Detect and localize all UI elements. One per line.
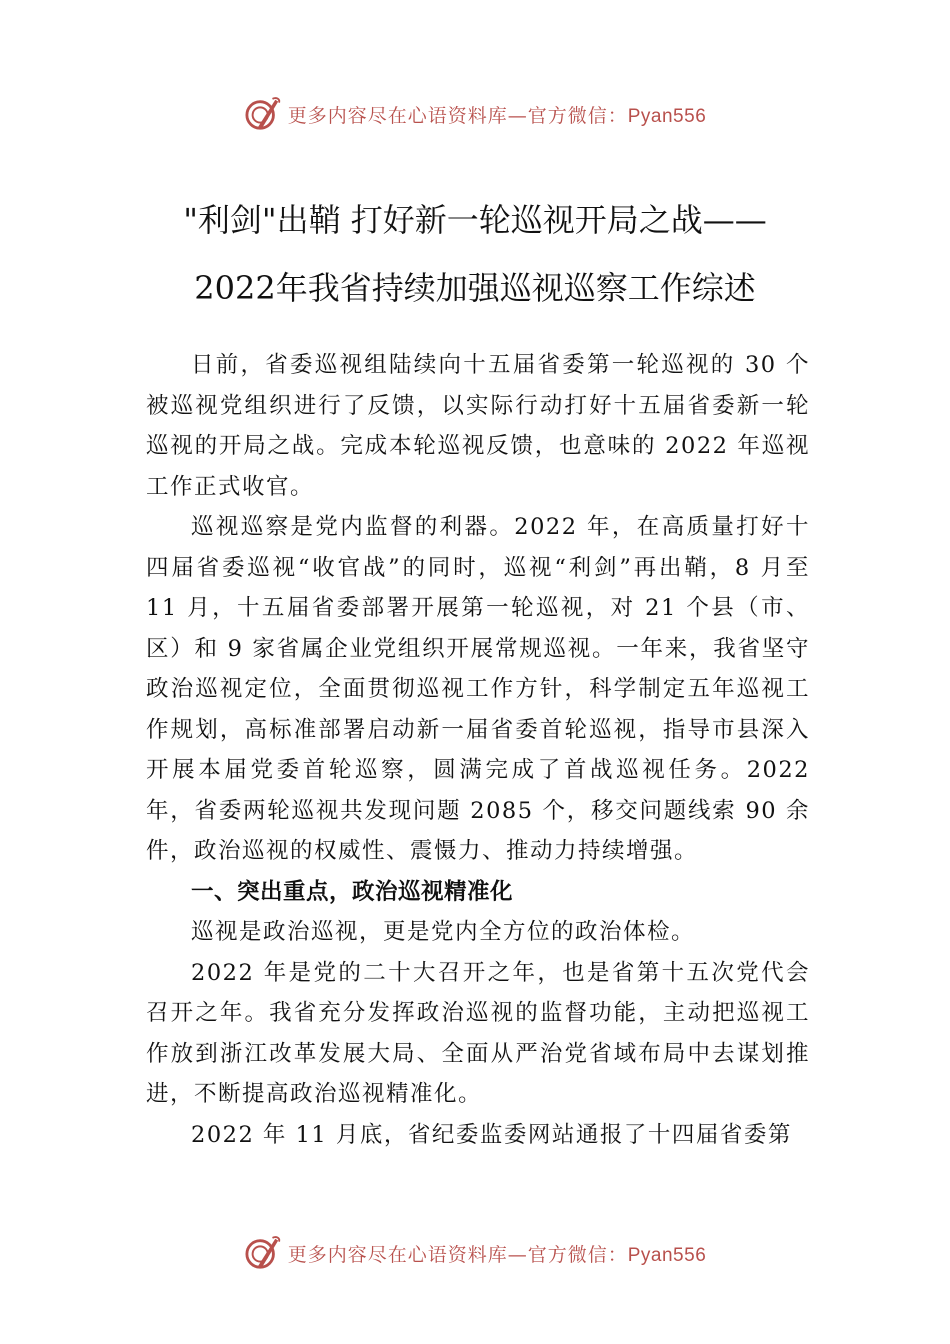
paragraph: 2022 年 11 月底，省纪委监委网站通报了十四届省委第 — [191, 1121, 792, 1148]
paragraph: 巡视巡察是党内监督的利器。2022 年，在高质量打好十四届省委巡视“收官战”的同时，巡视“利剑”再出鞘，8 月至 11 月，十五届省委部署开展第一轮巡视，对 21 个县（市、区）和 9 家省属企业党组织开展常规巡视。一年来，我省坚守政治巡视定位，全面贯彻巡视工作方针，科学制定五年巡视工作规划，高标准部署启动新一届省委首轮巡视，指导市县深入开展本届党委首轮巡察，圆满完成了首战巡视任务。2022 年，省委两轮巡视共发现问题 2085 个，移交问题线索 90 余件，政治巡视的权威性、震慑力、推动力持续增强。 — [146, 514, 810, 864]
title-line-2: 2022年我省持续加强巡视巡察工作综述 — [194, 269, 756, 307]
watermark-text: 更多内容尽在心语资料库—官方微信：Pyan556 — [287, 104, 707, 127]
watermark-footer — [0, 1235, 950, 1271]
paragraph: 巡视是政治巡视，更是党内全方位的政治体检。 — [191, 919, 696, 945]
watermark-header — [0, 96, 950, 132]
quill-logo-icon — [244, 1235, 282, 1271]
watermark-text: 更多内容尽在心语资料库—官方微信：Pyan556 — [287, 1243, 707, 1266]
document-title — [60, 186, 890, 322]
document-body — [146, 345, 810, 1155]
watermark-wechat-id: Pyan556 — [627, 1244, 707, 1266]
section-heading: 一、突出重点，政治巡视精准化 — [191, 878, 514, 905]
watermark-wechat-id: Pyan556 — [627, 105, 707, 127]
paragraph: 日前，省委巡视组陆续向十五届省委第一轮巡视的 30 个被巡视党组织进行了反馈，以实际行动打好十五届省委新一轮巡视的开局之战。完成本轮巡视反馈，也意味的 2022 年巡视工作正式收官。 — [146, 352, 810, 500]
paragraph: 2022 年是党的二十大召开之年，也是省第十五次党代会召开之年。我省充分发挥政治巡视的监督功能，主动把巡视工作放到浙江改革发展大局、全面从严治党省域布局中去谋划推进，不断提高政治巡视精准化。 — [146, 959, 810, 1107]
quill-logo-icon — [244, 96, 282, 132]
title-line-1: "利剑"出鞘 打好新一轮巡视开局之战—— — [183, 201, 767, 239]
